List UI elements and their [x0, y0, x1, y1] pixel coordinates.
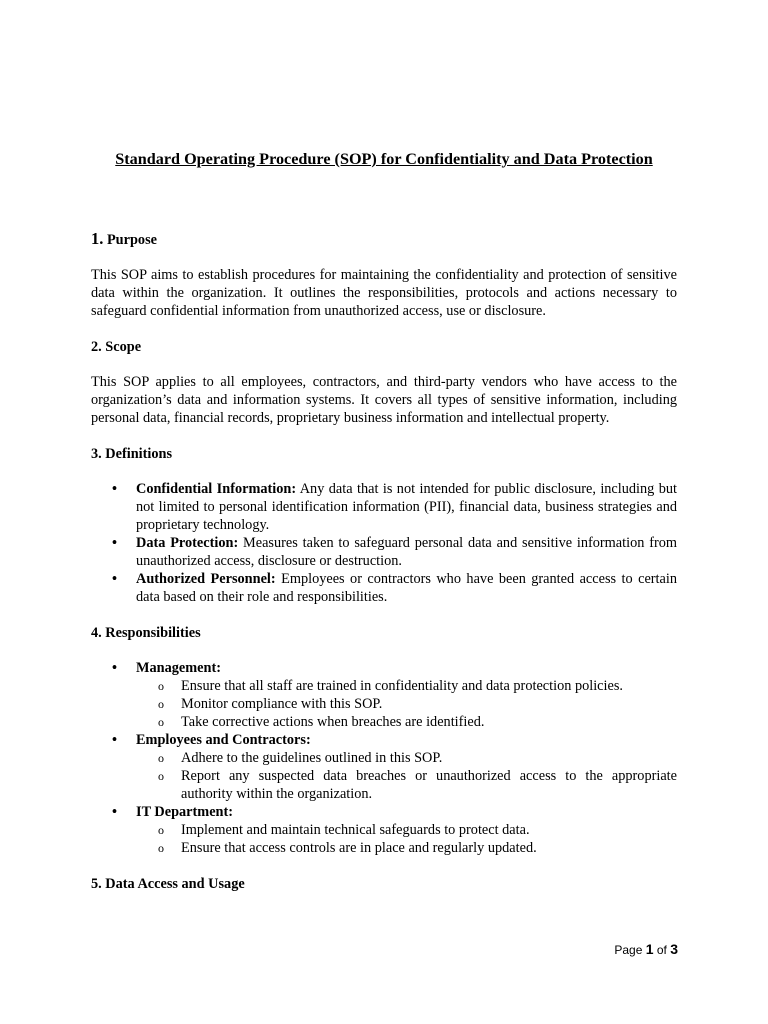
responsibility-item: [136, 839, 677, 857]
definition-item: [91, 534, 677, 570]
responsibility-item: [136, 767, 677, 803]
responsibility-sublist: [136, 749, 677, 803]
circle-bullet-icon: o: [158, 697, 164, 711]
responsibility-item: [136, 821, 677, 839]
responsibility-item: [136, 749, 677, 767]
responsibility-group-label: Management:: [136, 660, 221, 676]
purpose-paragraph: This SOP aims to establish procedures for maintaining the confidentiality and protection of sensitive data within the organization. It outlines the responsibilities, protocols and actions necessary to safeguard confidential information from unauthorized access, use or disclosure.: [91, 267, 677, 319]
bullet-icon: •: [112, 660, 118, 676]
responsibilities-list: [91, 659, 677, 857]
circle-bullet-icon: o: [158, 715, 164, 729]
definition-text: Employees or contractors who have been granted access to certain data based on their role and responsibilities.: [136, 571, 677, 605]
definition-term: Confidential Information:: [136, 481, 297, 497]
section-title-purpose: Purpose: [106, 232, 157, 248]
bullet-icon: •: [112, 571, 118, 587]
definition-item: [91, 570, 677, 606]
responsibility-group-label: IT Department:: [136, 804, 234, 820]
definition-text: Any data that is not intended for public disclosure, including but not limited to personal identification information (PII), financial data, business strategies and proprietary technology.: [136, 481, 678, 533]
bullet-icon: •: [112, 804, 118, 820]
page-number-footer: [614, 941, 678, 957]
definition-item: [91, 480, 677, 534]
page-word: Page: [614, 943, 646, 957]
responsibility-item: [136, 695, 677, 713]
definition-text: Measures taken to safeguard personal data and sensitive information from unauthorized access, disclosure or destruction.: [136, 535, 677, 569]
responsibility-item: [136, 713, 677, 731]
section-heading-data-access: 5. Data Access and Usage: [91, 876, 245, 892]
bullet-icon: •: [112, 535, 118, 551]
responsibility-item-text: Ensure that access controls are in place and regularly updated.: [181, 840, 537, 856]
section-heading-purpose: [91, 230, 677, 249]
responsibility-group: [91, 803, 677, 857]
of-word: of: [653, 943, 671, 957]
total-page-number: 3: [670, 941, 678, 957]
circle-bullet-icon: o: [158, 841, 164, 855]
responsibility-item-text: Ensure that all staff are trained in confidentiality and data protection policies.: [181, 678, 623, 694]
scope-paragraph: This SOP applies to all employees, contractors, and third-party vendors who have access to the organization’s data and information systems. It covers all types of sensitive information, including personal data, financial records, proprietary business information and intellectual property.: [91, 374, 677, 426]
responsibility-group: [91, 659, 677, 731]
section-number-purpose: 1.: [91, 229, 104, 248]
responsibility-item-text: Monitor compliance with this SOP.: [181, 696, 383, 712]
responsibility-group: [91, 731, 677, 803]
definition-term: Authorized Personnel:: [136, 571, 276, 587]
responsibility-item-text: Take corrective actions when breaches are identified.: [181, 714, 485, 730]
circle-bullet-icon: o: [158, 751, 164, 765]
circle-bullet-icon: o: [158, 679, 164, 693]
section-heading-scope: 2. Scope: [91, 339, 142, 355]
document-title: Standard Operating Procedure (SOP) for Confidentiality and Data Protection: [115, 150, 653, 168]
responsibility-item: [136, 677, 677, 695]
section-heading-definitions: 3. Definitions: [91, 446, 173, 462]
circle-bullet-icon: o: [158, 769, 164, 783]
responsibility-item-text: Adhere to the guidelines outlined in this SOP.: [181, 750, 443, 766]
responsibility-sublist: [136, 677, 677, 731]
definition-term: Data Protection:: [136, 535, 239, 551]
circle-bullet-icon: o: [158, 823, 164, 837]
responsibility-group-label: Employees and Contractors:: [136, 732, 311, 748]
responsibility-item-text: Report any suspected data breaches or unauthorized access to the appropriate authority within the organization.: [181, 768, 677, 802]
bullet-icon: •: [112, 481, 118, 497]
definitions-list: [91, 480, 677, 606]
document-body: [91, 148, 677, 910]
responsibility-sublist: [136, 821, 677, 857]
section-heading-responsibilities: 4. Responsibilities: [91, 625, 201, 641]
bullet-icon: •: [112, 732, 118, 748]
current-page-number: 1: [645, 941, 654, 957]
responsibility-item-text: Implement and maintain technical safeguards to protect data.: [181, 822, 530, 838]
